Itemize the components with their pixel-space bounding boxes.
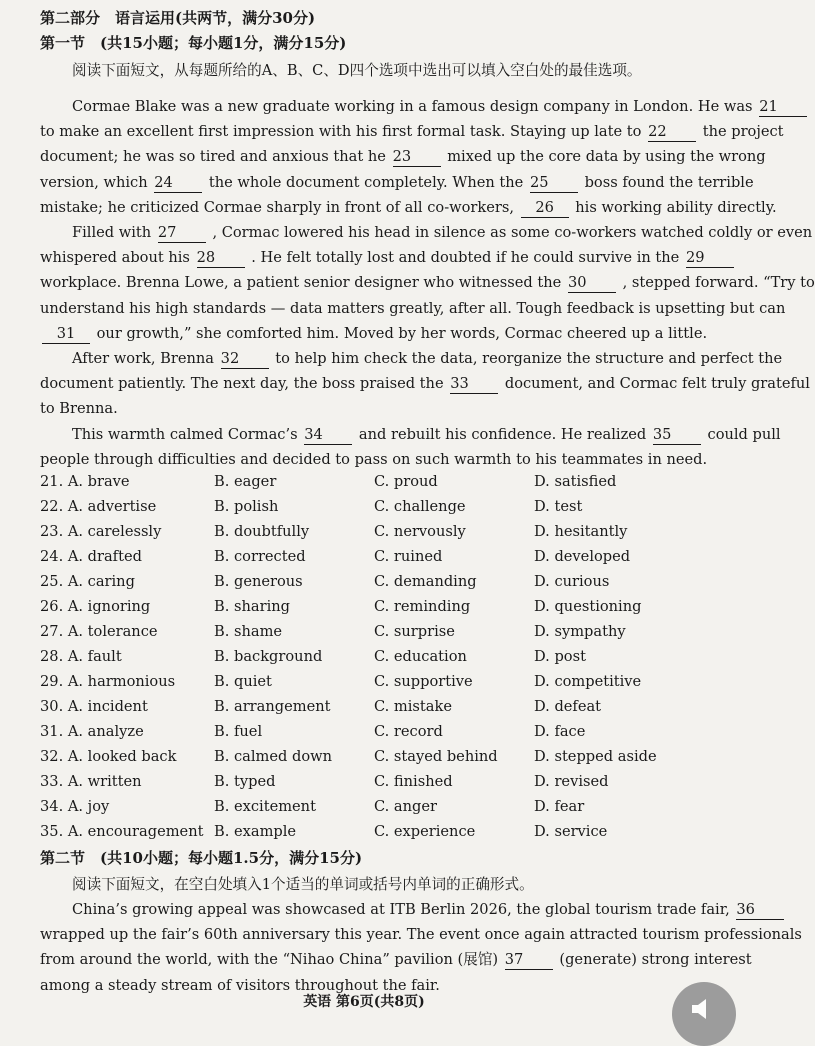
option-d[interactable]: D. competitive: [534, 673, 642, 690]
blank-32[interactable]: 32: [221, 350, 269, 369]
section1-line: whispered about his 28 . He felt totally lost and doubted if he could survive in the 29: [40, 245, 706, 270]
option-c[interactable]: C. supportive: [374, 673, 473, 690]
section1-title: 第一节 (共15小题；每小题1分，满分15分): [40, 34, 347, 52]
option-c[interactable]: C. finished: [374, 773, 453, 790]
question-options-row: [40, 494, 700, 519]
section1-instruction: 阅读下面短文，从每题所给的A、B、C、D四个选项中选出可以填入空白处的最佳选项。: [72, 62, 642, 79]
option-d[interactable]: D. service: [534, 823, 608, 840]
blank-24[interactable]: 24: [154, 174, 202, 193]
section1-line: workplace. Brenna Lowe, a patient senior designer who witnessed the 30 , stepped forward. “Try to: [40, 274, 815, 292]
section1-line: Cormae Blake was a new graduate working in a famous design company in London. He was 21: [72, 94, 706, 119]
option-c[interactable]: C. ruined: [374, 548, 443, 565]
option-a[interactable]: 28. A. fault: [40, 648, 122, 665]
question-options-row: [40, 694, 700, 719]
option-a[interactable]: 30. A. incident: [40, 698, 148, 715]
section1-line: document patiently. The next day, the boss praised the 33 document, and Cormac felt truly grateful: [40, 375, 810, 393]
option-a[interactable]: 24. A. drafted: [40, 548, 142, 565]
blank-28[interactable]: 28: [197, 249, 245, 268]
blank-22[interactable]: 22: [648, 123, 696, 142]
option-b[interactable]: B. sharing: [214, 598, 290, 615]
option-c[interactable]: C. mistake: [374, 698, 452, 715]
blank-23[interactable]: 23: [393, 148, 441, 167]
blank-35[interactable]: 35: [653, 426, 701, 445]
section2-title: 第二节 (共10小题；每小题1.5分，满分15分): [40, 849, 363, 867]
blank-36[interactable]: 36: [736, 901, 784, 920]
option-c[interactable]: C. proud: [374, 473, 438, 490]
blank-25[interactable]: 25: [530, 174, 578, 193]
option-b[interactable]: B. corrected: [214, 548, 306, 565]
option-d[interactable]: D. fear: [534, 798, 585, 815]
option-d[interactable]: D. test: [534, 498, 583, 515]
option-a[interactable]: 21. A. brave: [40, 473, 130, 490]
option-a[interactable]: 22. A. advertise: [40, 498, 157, 515]
question-options-row: [40, 544, 700, 569]
question-options-row: [40, 644, 700, 669]
option-b[interactable]: B. typed: [214, 773, 276, 790]
option-b[interactable]: B. arrangement: [214, 698, 331, 715]
option-a[interactable]: 31. A. analyze: [40, 723, 144, 740]
question-options-row: [40, 619, 700, 644]
option-b[interactable]: B. calmed down: [214, 748, 333, 765]
question-options-row: [40, 819, 700, 844]
blank-33[interactable]: 33: [450, 375, 498, 394]
question-options-row: [40, 469, 700, 494]
option-a[interactable]: 34. A. joy: [40, 798, 110, 815]
blank-30[interactable]: 30: [568, 274, 616, 293]
section2-instruction: 阅读下面短文，在空白处填入1个适当的单词或括号内单词的正确形式。: [72, 876, 534, 893]
option-a[interactable]: 23. A. carelessly: [40, 523, 162, 540]
question-options-row: [40, 794, 700, 819]
question-options-row: [40, 744, 700, 769]
blank-31[interactable]: 31: [42, 325, 90, 344]
option-c[interactable]: C. surprise: [374, 623, 455, 640]
section1-line: people through difficulties and decided to pass on such warmth to his teammates in need.: [40, 450, 708, 468]
option-b[interactable]: B. doubtfully: [214, 523, 310, 540]
page-footer: 英语 第6页(共8页): [303, 994, 425, 1010]
option-d[interactable]: D. satisfied: [534, 473, 617, 490]
question-options-row: [40, 719, 700, 744]
section2-line: among a steady stream of visitors throughout the fair.: [40, 976, 440, 994]
option-c[interactable]: C. anger: [374, 798, 437, 815]
blank-26[interactable]: 26: [521, 199, 569, 218]
option-a[interactable]: 33. A. written: [40, 773, 142, 790]
question-options-row: [40, 769, 700, 794]
question-options-row: [40, 569, 700, 594]
section2-line: China’s growing appeal was showcased at ITB Berlin 2026, the global tourism trade fair, 36: [72, 897, 706, 922]
option-d[interactable]: D. revised: [534, 773, 609, 790]
option-b[interactable]: B. quiet: [214, 673, 272, 690]
option-a[interactable]: 27. A. tolerance: [40, 623, 158, 640]
option-b[interactable]: B. eager: [214, 473, 277, 490]
option-d[interactable]: D. post: [534, 648, 586, 665]
blank-29[interactable]: 29: [686, 249, 734, 268]
option-d[interactable]: D. defeat: [534, 698, 602, 715]
option-c[interactable]: C. challenge: [374, 498, 466, 515]
option-d[interactable]: D. face: [534, 723, 586, 740]
section2-line: wrapped up the fair’s 60th anniversary this year. The event once again attracted tourism professionals: [40, 926, 802, 944]
section1-line: understand his high standards — data matters greatly, after all. Tough feedback is upsetting but can: [40, 299, 786, 317]
question-options-row: [40, 669, 700, 694]
option-b[interactable]: B. background: [214, 648, 323, 665]
option-d[interactable]: D. curious: [534, 573, 610, 590]
blank-37[interactable]: 37: [505, 951, 553, 970]
option-a[interactable]: 26. A. ignoring: [40, 598, 151, 615]
blank-34[interactable]: 34: [304, 426, 352, 445]
section1-line: Filled with 27 , Cormac lowered his head in silence as some co-workers watched coldly or even: [72, 224, 813, 241]
option-c[interactable]: C. nervously: [374, 523, 466, 540]
option-c[interactable]: C. stayed behind: [374, 748, 498, 765]
option-b[interactable]: B. example: [214, 823, 297, 840]
section1-line: mistake; he criticized Cormae sharply in front of all co-workers, 26 his working ability directly.: [40, 198, 777, 216]
section1-line: version, which 24 the whole document completely. When the 25 boss found the terrible: [40, 173, 754, 191]
option-a[interactable]: 25. A. caring: [40, 573, 135, 590]
option-d[interactable]: D. questioning: [534, 598, 642, 615]
option-b[interactable]: B. polish: [214, 498, 279, 515]
option-d[interactable]: D. sympathy: [534, 623, 626, 640]
section1-line: to Brenna.: [40, 400, 118, 418]
option-d[interactable]: D. stepped aside: [534, 748, 657, 765]
blank-21[interactable]: 21: [759, 98, 807, 117]
question-options-row: [40, 519, 700, 544]
option-a[interactable]: 35. A. encouragement: [40, 823, 204, 840]
option-d[interactable]: D. developed: [534, 548, 631, 565]
section1-line: to make an excellent first impression with his first formal task. Staying up late to 22 the project: [40, 123, 784, 141]
option-b[interactable]: B. fuel: [214, 723, 263, 740]
speaker-button[interactable]: [672, 982, 736, 1046]
speaker-icon: [688, 994, 718, 1024]
option-c[interactable]: C. demanding: [374, 573, 477, 590]
option-b[interactable]: B. excitement: [214, 798, 316, 815]
option-c[interactable]: C. experience: [374, 823, 476, 840]
part-title: 第二部分 语言运用(共两节，满分30分): [40, 9, 316, 27]
option-b[interactable]: B. generous: [214, 573, 303, 590]
question-options-row: [40, 594, 700, 619]
option-a[interactable]: 29. A. harmonious: [40, 673, 176, 690]
option-a[interactable]: 32. A. looked back: [40, 748, 177, 765]
section1-line: This warmth calmed Cormac’s 34 and rebuilt his confidence. He realized 35 could pull: [72, 425, 781, 443]
option-b[interactable]: B. shame: [214, 623, 283, 640]
section1-line: 31 our growth,” she comforted him. Moved by her words, Cormac cheered up a little.: [40, 321, 706, 346]
option-c[interactable]: C. education: [374, 648, 467, 665]
section2-line: from around the world, with the “Nihao China” pavilion (展馆) 37 (generate) strong interest: [40, 951, 752, 969]
section1-line: After work, Brenna 32 to help him check the data, reorganize the structure and perfect the: [72, 350, 783, 367]
option-c[interactable]: C. record: [374, 723, 443, 740]
option-d[interactable]: D. hesitantly: [534, 523, 628, 540]
option-c[interactable]: C. reminding: [374, 598, 471, 615]
blank-27[interactable]: 27: [158, 224, 206, 243]
section1-line: document; he was so tired and anxious that he 23 mixed up the core data by using the wrong: [40, 148, 766, 166]
